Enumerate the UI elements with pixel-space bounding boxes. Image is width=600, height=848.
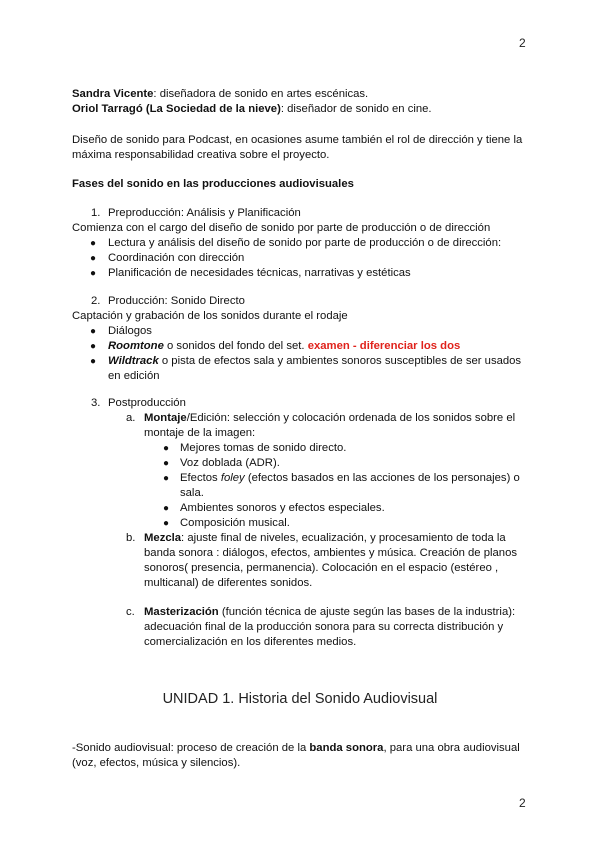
bullet-icon: ● xyxy=(90,341,97,352)
phase-2-bullet-wildtrack-cont: en edición xyxy=(108,370,160,382)
phase-2-number: 2. xyxy=(91,295,101,307)
montaje-item: Composición musical. xyxy=(180,517,290,529)
phase-2-desc: Captación y grabación de los sonidos durante el rodaje xyxy=(72,310,348,322)
sub-c-label: c. xyxy=(126,606,135,618)
term-wildtrack: Wildtrack xyxy=(108,355,159,367)
montaje-item: Ambientes sonoros y efectos especiales. xyxy=(180,502,385,514)
phase-1-title: Preproducción: Análisis y Planificación xyxy=(108,207,301,219)
sub-c-line-1: Masterización (función técnica de ajuste según las bases de la industria): xyxy=(144,606,516,618)
term-montaje: Montaje xyxy=(144,412,187,424)
bullet-icon: ● xyxy=(90,326,97,337)
definition-line-2: (voz, efectos, música y silencios). xyxy=(72,757,241,769)
sub-a-line-1: Montaje/Edición: selección y colocación ordenada de los sonidos sobre el xyxy=(144,412,516,424)
credit-name: Sandra Vicente xyxy=(72,88,154,100)
phase-2-title: Producción: Sonido Directo xyxy=(108,295,245,307)
sub-b-line-4: multicanal) de diferentes sonidos. xyxy=(144,577,313,589)
bullet-icon: ● xyxy=(90,253,97,264)
bullet-icon: ● xyxy=(90,356,97,367)
sub-b-line-3: sonoros( presencia, permanencia). Colocación en el espacio (estéreo , xyxy=(144,562,499,574)
montaje-item: Voz doblada (ADR). xyxy=(180,457,280,469)
bullet-icon: ● xyxy=(163,518,170,529)
definition-line-1: -Sonido audiovisual: proceso de creación de la banda sonora, para una obra audiovisual xyxy=(72,742,520,754)
term-masterizacion: Masterización xyxy=(144,606,219,618)
page-number-bottom: 2 xyxy=(519,796,526,810)
montaje-item-foley-cont: sala. xyxy=(180,487,204,499)
montaje-item: Mejores tomas de sonido directo. xyxy=(180,442,347,454)
credit-sandra xyxy=(72,87,527,103)
credit-oriol xyxy=(72,102,527,118)
term-mezcla: Mezcla xyxy=(144,532,182,544)
bullet-icon: ● xyxy=(90,268,97,279)
term-roomtone: Roomtone xyxy=(108,340,164,352)
bullet-icon: ● xyxy=(163,443,170,454)
bullet-icon: ● xyxy=(163,503,170,514)
sub-b-label: b. xyxy=(126,532,136,544)
sub-a-line-2: montaje de la imagen: xyxy=(144,427,256,439)
intro-line-2: máxima responsabilidad creativa sobre el proyecto. xyxy=(72,149,330,161)
phase-2-bullet-wildtrack: Wildtrack o pista de efectos sala y ambientes sonoros susceptibles de ser usados xyxy=(108,355,522,367)
section-heading: Fases del sonido en las producciones audiovisuales xyxy=(72,178,354,190)
bullet-icon: ● xyxy=(163,473,170,484)
phase-1-bullet: Lectura y análisis del diseño de sonido por parte de producción o de dirección: xyxy=(108,237,502,249)
page-number-top: 2 xyxy=(519,36,526,50)
sub-a-label: a. xyxy=(126,412,136,424)
credit-role: : diseñadora de sonido en artes escénicas. xyxy=(153,88,369,100)
phase-3-title: Postproducción xyxy=(108,397,186,409)
phase-1-desc: Comienza con el cargo del diseño de sonido por parte de producción o de dirección xyxy=(72,222,491,234)
credit-name: Oriol Tarragó (La Sociedad de la nieve) xyxy=(72,103,281,115)
phase-1-bullet: Planificación de necesidades técnicas, narrativas y estéticas xyxy=(108,267,411,279)
intro-line-1: Diseño de sonido para Podcast, en ocasiones asume también el rol de dirección y tiene la xyxy=(72,134,523,146)
montaje-item-foley: Efectos foley (efectos basados en las acciones de los personajes) o xyxy=(180,472,520,484)
exam-note: examen - diferenciar los dos xyxy=(307,340,461,352)
sub-b-line-2: banda sonora : diálogos, efectos, ambientes y música. Creación de planos xyxy=(144,547,518,559)
term-foley: foley xyxy=(220,472,245,484)
sub-b-line-1: Mezcla: ajuste final de niveles, ecualización, y procesamiento de toda la xyxy=(144,532,506,544)
phase-1-bullet: Coordinación con dirección xyxy=(108,252,245,264)
unit-title: UNIDAD 1. Historia del Sonido Audiovisual xyxy=(162,691,438,707)
bullet-icon: ● xyxy=(90,238,97,249)
phase-2-bullet-dialogos: Diálogos xyxy=(108,325,152,337)
sub-c-line-2: adecuación final de la producción sonora para su correcta distribución y xyxy=(144,621,504,633)
phase-1-number: 1. xyxy=(91,207,101,219)
sub-c-line-3: comercialización en los diferentes medios. xyxy=(144,636,357,648)
term-banda-sonora: banda sonora xyxy=(309,742,384,754)
phase-3-number: 3. xyxy=(91,397,101,409)
bullet-icon: ● xyxy=(163,458,170,469)
phase-2-bullet-roomtone: Roomtone o sonidos del fondo del set. examen - diferenciar los dos xyxy=(108,340,461,352)
credit-role: : diseñador de sonido en cine. xyxy=(280,103,432,115)
